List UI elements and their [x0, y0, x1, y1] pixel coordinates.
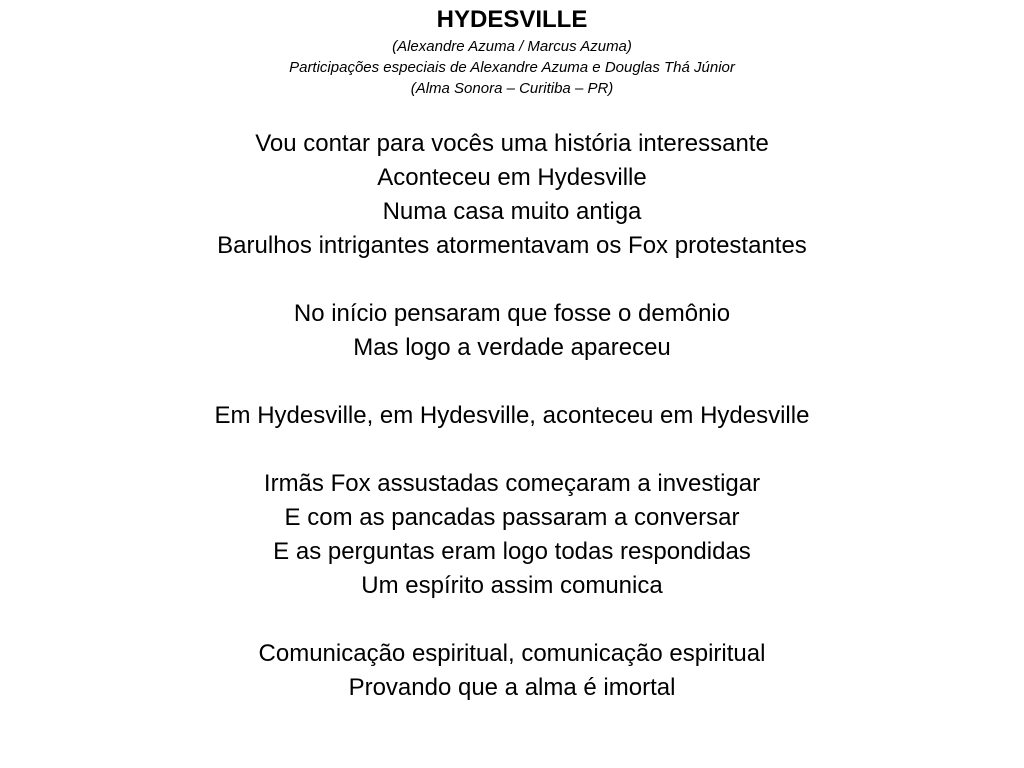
stanza-2 — [0, 297, 1024, 365]
lyric-line: Um espírito assim comunica — [361, 572, 663, 599]
lyric-line: Vou contar para vocês uma história interessante — [255, 130, 769, 157]
lyric-line: Numa casa muito antiga — [382, 198, 642, 225]
lyric-line: Barulhos intrigantes atormentavam os Fox protestantes — [217, 232, 807, 259]
producer-location: (Alma Sonora – Curitiba – PR) — [410, 80, 614, 97]
stanza-3-chorus — [0, 399, 1024, 433]
lyric-line: E as perguntas eram logo todas respondidas — [273, 538, 751, 565]
stanza-gap — [0, 365, 1024, 399]
stanza-gap — [0, 603, 1024, 637]
song-title: HYDESVILLE — [436, 6, 588, 33]
stanza-gap — [0, 263, 1024, 297]
special-participations: Participações especiais de Alexandre Azuma e Douglas Thá Júnior — [289, 59, 735, 76]
stanza-1 — [0, 127, 1024, 263]
stanza-4 — [0, 467, 1024, 603]
lyric-line: E com as pancadas passaram a conversar — [284, 504, 740, 531]
lyric-line: Irmãs Fox assustadas começaram a investigar — [263, 470, 761, 497]
lyric-line: Mas logo a verdade apareceu — [353, 334, 671, 361]
lyric-line: Provando que a alma é imortal — [348, 674, 676, 701]
lyrics-body — [0, 127, 1024, 705]
lyric-line: Aconteceu em Hydesville — [377, 164, 647, 191]
stanza-5 — [0, 637, 1024, 705]
song-authors: (Alexandre Azuma / Marcus Azuma) — [392, 38, 632, 55]
lyric-line: Em Hydesville, em Hydesville, aconteceu em Hydesville — [214, 402, 810, 429]
lyric-line: Comunicação espiritual, comunicação espiritual — [258, 640, 766, 667]
stanza-gap — [0, 433, 1024, 467]
lyric-line: No início pensaram que fosse o demônio — [293, 300, 731, 327]
